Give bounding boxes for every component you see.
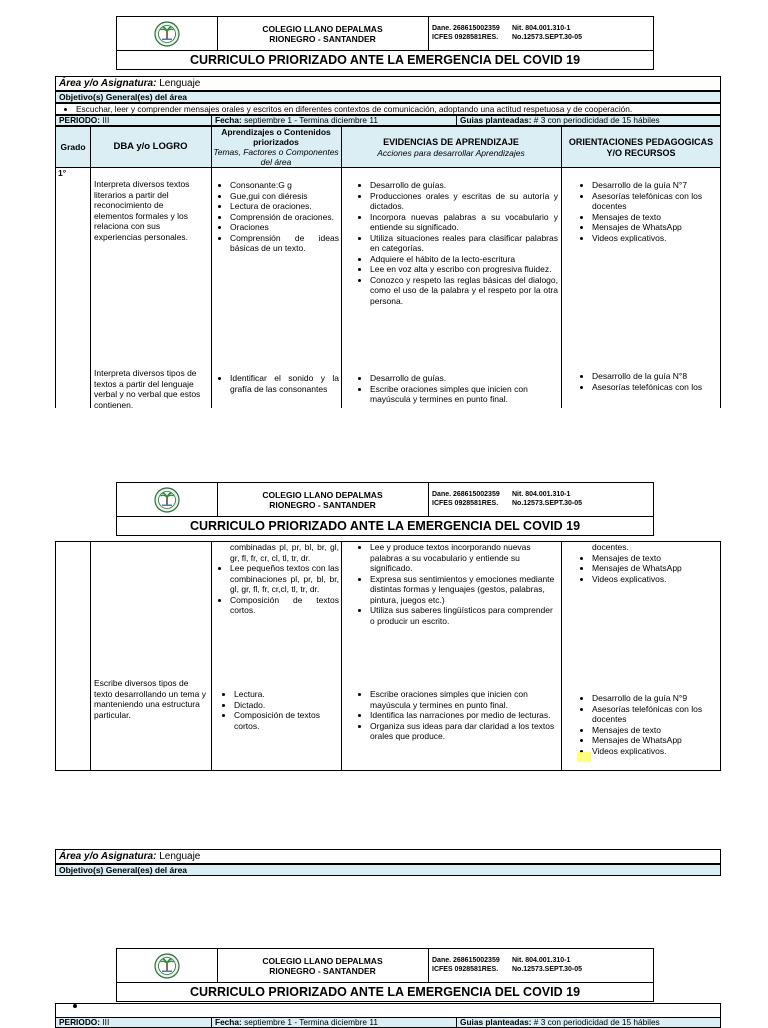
aprendizajes-list: • Identificar el sonido y la grafía de las consonantes (214, 373, 339, 394)
area-row: Área y/o Asignatura: Lenguaje (55, 849, 721, 864)
school-codes: Dane. 268615002359 Nit. 804.001.310-1 ICFES 0928581RES. No.12573.SEPT.30-05 (432, 957, 583, 973)
aprendizajes-list: • Consonante:G g • Gue,gui con diéresis • Lectura de oraciones. • Comprensión de oraciones. • Oraciones • Comprensión de ideas básicas de un texto. (214, 180, 339, 254)
area-row: Área y/o Asignatura: Lenguaje (55, 76, 721, 91)
school-name: COLEGIO LLANO DEPALMAS RIONEGRO - SANTANDER (217, 483, 429, 516)
aprendizajes-list: • Lectura. • Dictado. • Composición de textos cortos. (224, 689, 342, 731)
col-orientaciones: ORIENTACIONES PEDAGOGICAS Y/O RECURSOS (568, 137, 714, 158)
evidencias-list: • Escribe oraciones simples que inicien con mayúscula y termines en punto final. • Identifica las narraciones por medio de lecturas. • Organiza sus ideas para dar claridad a los textos orales que produce. (354, 689, 558, 742)
school-codes: Dane. 268615002359 Nit. 804.001.310-1 ICFES 0928581RES. No.12573.SEPT.30-05 (432, 491, 583, 507)
table-body-p1 (55, 168, 721, 408)
table-row-dba: Escribe diversos tipos de texto desarrollando un tema y manteniendo una estructura particular. (94, 678, 206, 720)
periodo-row: PERIODO: III Fecha: septiembre 1 - Termina diciembre 11 Guias planteadas: # 3 con periodicidad de 15 hábiles (55, 115, 721, 126)
objetivo-label: Objetivo(s) General(es) del área (55, 864, 721, 876)
column-header-row (55, 126, 721, 168)
evidencias-list: • Desarrollo de guías. • Producciones orales y escritas de su autoría y dictados. • Incorpora nuevas palabras a su vocabulario y entiende su significado. • Utiliza situaciones reales para clasificar palabras en categorías. • Adquiere el hábito de la lecto-escritura • Lee en voz alta y escribo con progresiva fluidez. • Conozco y respeto las reglas básicas del dialogo, como el uso de la palabra y el respeto por la otra persona. (354, 180, 558, 306)
page-header (116, 482, 654, 536)
orientaciones-list: • Desarrollo de la guía N°8 • Asesorías telefónicas con los (576, 371, 720, 392)
highlight-mark (577, 752, 591, 762)
school-name: COLEGIO LLANO DEPALMAS RIONEGRO - SANTANDER (217, 17, 429, 50)
school-logo (117, 17, 218, 50)
orientaciones-list: • Desarrollo de la guía N°9 • Asesorías telefónicas con los docentes • Mensajes de texto • Mensajes de WhatsApp • Videos explicativos. (576, 693, 720, 756)
bullet-dot (73, 1004, 77, 1008)
col-aprendizajes: Aprendizajes o Contenidos priorizados Temas, Factores o Componentes del área (213, 127, 339, 167)
col-evidencias: EVIDENCIAS DE APRENDIZAJE Acciones para desarrollar Aprendizajes (377, 137, 525, 158)
page-header (116, 16, 654, 70)
document-title: CURRICULO PRIORIZADO ANTE LA EMERGENCIA DEL COVID 19 (116, 983, 654, 1002)
school-crest-icon (154, 21, 180, 47)
periodo-row: PERIODO: III Fecha: septiembre 1 - Termina diciembre 11 Guias planteadas: # 3 con periodicidad de 15 hábiles (55, 1017, 721, 1028)
school-crest-icon (154, 487, 180, 513)
col-grado: Grado (60, 142, 86, 152)
school-codes: Dane. 268615002359 Nit. 804.001.310-1 ICFES 0928581RES. No.12573.SEPT.30-05 (432, 25, 583, 41)
table-row-dba: Interpreta diversos textos literarios a partir del reconocimiento de elementos formales y los relaciona con sus experiencias personales. (94, 179, 190, 242)
school-name: COLEGIO LLANO DEPALMAS RIONEGRO - SANTANDER (217, 949, 429, 982)
col-dba: DBA y/o LOGRO (113, 141, 188, 152)
table-body-p2 (55, 541, 721, 771)
aprendizajes-list: combinadas pl, pr, bl, br, gl, gr, fl, fr, cr, cl, tl, tr, dr. • Lee pequeños textos con las combinaciones pl, pr, bl, br, gl, gr, fl, fr, cr,cl, tl, tr, dr. • Composición de textos cortos. (214, 542, 339, 616)
document-title: CURRICULO PRIORIZADO ANTE LA EMERGENCIA DEL COVID 19 (116, 517, 654, 536)
school-crest-icon (154, 953, 180, 979)
orientaciones-list: docentes. • Mensajes de texto • Mensajes de WhatsApp • Videos explicativos. (576, 542, 720, 584)
table-row-dba: Interpreta diversos tipos de textos a partir del lenguaje verbal y no verbal que estos contienen. (94, 368, 201, 410)
objetivo-item: • Escuchar, leer y comprender mensajes orales y escritos en diferentes contextos de comunicación, adoptando una actitud respetuosa y de cooperación. (55, 103, 721, 115)
orientaciones-list: • Desarrollo de la guía N°7 • Asesorías telefónicas con los docentes • Mensajes de texto • Mensajes de WhatsApp • Videos explicativos. (576, 180, 720, 243)
document-title: CURRICULO PRIORIZADO ANTE LA EMERGENCIA DEL COVID 19 (116, 51, 654, 70)
school-logo (117, 949, 218, 982)
school-logo (117, 483, 218, 516)
page-header (116, 948, 654, 1002)
evidencias-list: • Desarrollo de guías. • Escribe oraciones simples que inicien con mayúscula y termines en punto final. (354, 373, 558, 405)
evidencias-list: • Lee y produce textos incorporando nuevas palabras a su vocabulario y entiende su significado. • Expresa sus sentimientos y emociones mediante distintas formas y lenguajes (gestos, palabras, pintura, juegos etc.) • Utiliza sus saberes lingüísticos para comprender o producir un escrito. (354, 542, 558, 626)
grade-value: 1° (58, 168, 67, 178)
objetivo-label: Objetivo(s) General(es) del área (55, 91, 721, 103)
